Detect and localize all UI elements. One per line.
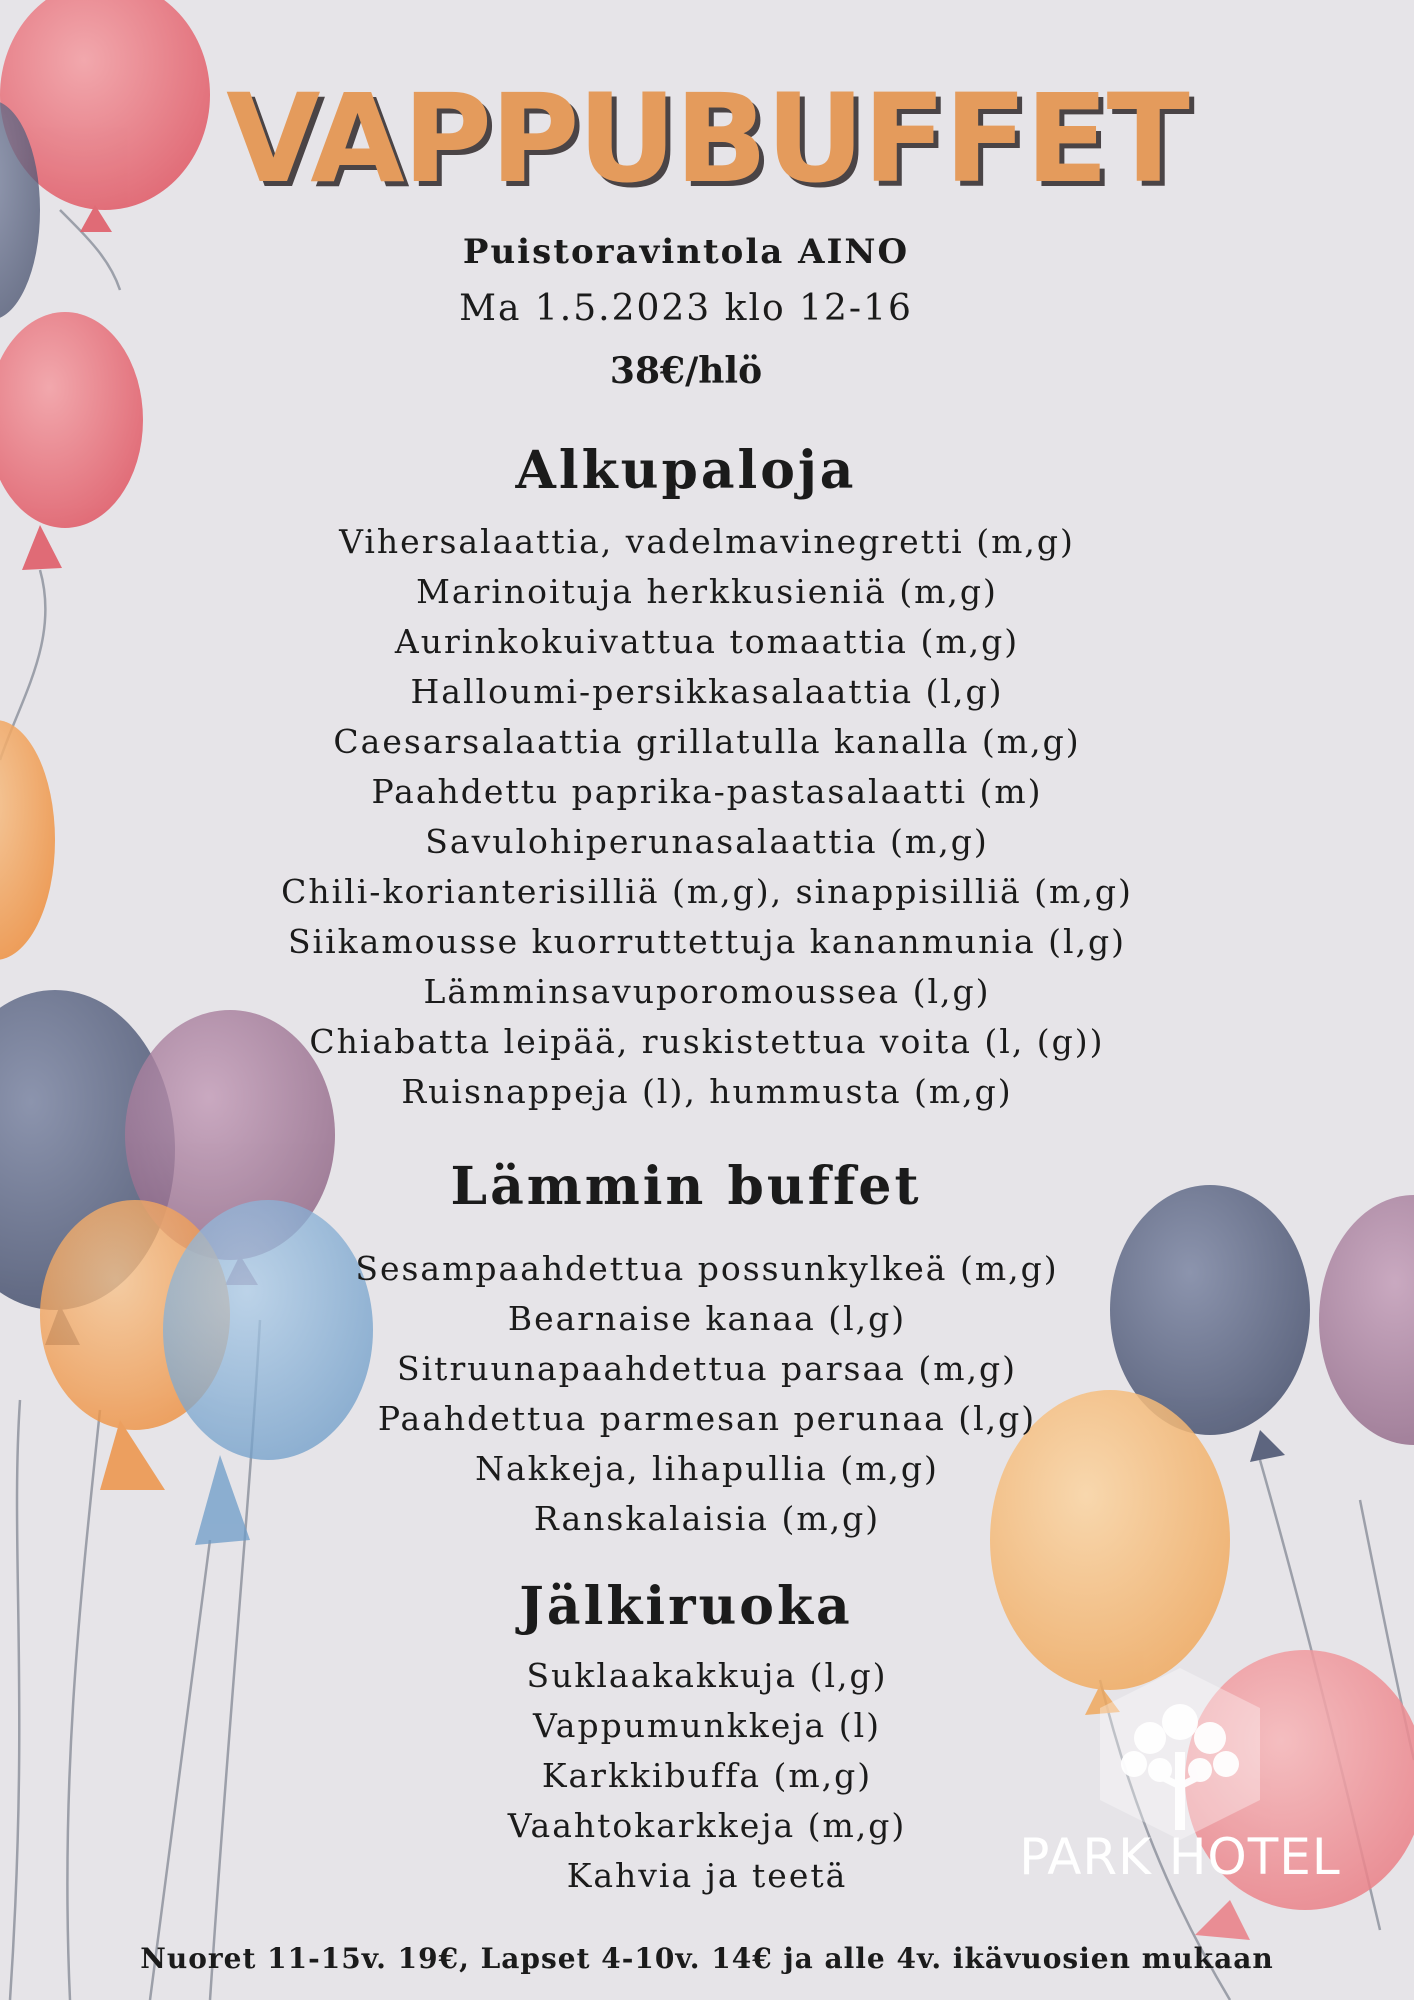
starters-list — [0, 517, 1414, 1117]
page-title: VAPPUBUFFET — [226, 68, 1188, 210]
list-item: Vihersalaattia, vadelmavinegretti (m,g) — [339, 522, 1075, 561]
list-item: Ruisnappeja (l), hummusta (m,g) — [401, 1072, 1013, 1111]
list-item: Marinoituja herkkusieniä (m,g) — [416, 572, 998, 611]
footer-pricing: Nuoret 11-15v. 19€, Lapset 4-10v. 14€ ja alle 4v. ikävuosien mukaan — [140, 1942, 1274, 1975]
list-item: Siikamousse kuorruttettuja kananmunia (l,g) — [287, 922, 1127, 961]
section-title-warm: Lämmin buffet — [450, 1156, 922, 1217]
section-title-starters: Alkupaloja — [515, 440, 857, 501]
list-item: Savulohiperunasalaattia (m,g) — [425, 822, 989, 861]
venue-name: Puistoravintola AINO — [462, 232, 910, 272]
list-item: Suklaakakkuja (l,g) — [526, 1656, 888, 1695]
list-item: Karkkibuffa (m,g) — [541, 1756, 873, 1795]
park-hotel-logo: PARK HOTEL — [1019, 1828, 1341, 1886]
list-item: Paahdettua parmesan perunaa (l,g) — [377, 1399, 1037, 1438]
list-item: Paahdettu paprika-pastasalaatti (m) — [371, 772, 1043, 811]
event-date: Ma 1.5.2023 klo 12-16 — [459, 288, 913, 329]
list-item: Kahvia ja teetä — [566, 1856, 848, 1895]
section-title-dessert: Jälkiruoka — [519, 1576, 853, 1637]
list-item: Halloumi-persikkasalaattia (l,g) — [410, 672, 1004, 711]
list-item: Ranskalaisia (m,g) — [533, 1499, 881, 1538]
list-item: Chili-korianterisilliä (m,g), sinappisilliä (m,g) — [281, 872, 1133, 911]
list-item: Sitruunapaahdettua parsaa (m,g) — [397, 1349, 1017, 1388]
warm-list — [0, 1244, 1414, 1544]
list-item: Lämminsavuporomoussea (l,g) — [423, 972, 991, 1011]
list-item: Bearnaise kanaa (l,g) — [507, 1299, 907, 1338]
list-item: Sesampaahdettua possunkylkeä (m,g) — [355, 1249, 1059, 1288]
list-item: Aurinkokuivattua tomaattia (m,g) — [394, 622, 1020, 661]
list-item: Vappumunkkeja (l) — [533, 1706, 881, 1745]
list-item: Nakkeja, lihapullia (m,g) — [475, 1449, 939, 1488]
price: 38€/hlö — [609, 350, 763, 392]
list-item: Caesarsalaattia grillatulla kanalla (m,g) — [333, 722, 1081, 761]
list-item: Vaahtokarkkeja (m,g) — [507, 1806, 907, 1845]
list-item: Chiabatta leipää, ruskistettua voita (l, (g)) — [309, 1022, 1105, 1061]
